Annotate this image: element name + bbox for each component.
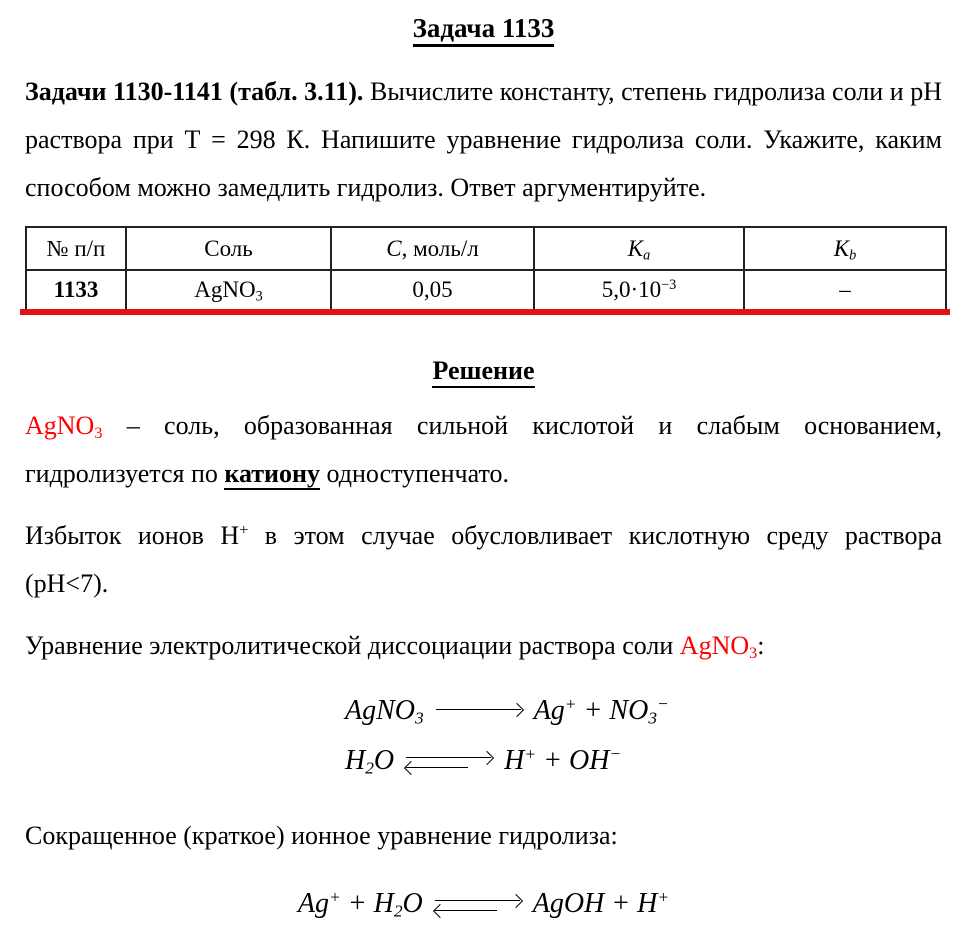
col-header-number: № п/п bbox=[26, 227, 126, 270]
cell-ka: $5,0\cdot 10^{-3}$ bbox=[534, 270, 744, 309]
solution-heading bbox=[25, 355, 942, 387]
table-data-row bbox=[26, 270, 946, 309]
cell-concentration: 0,05 bbox=[331, 270, 534, 309]
conditions-table bbox=[25, 226, 947, 309]
equilibrium-arrows-icon bbox=[406, 750, 492, 776]
cell-salt: AgNO$_3$ bbox=[126, 270, 331, 309]
red-divider-rule bbox=[20, 309, 950, 315]
equilibrium-arrows-icon bbox=[435, 893, 521, 919]
col-header-salt: Соль bbox=[126, 227, 331, 270]
col-header-kb: $K_b$ bbox=[744, 227, 946, 270]
conditions-table-wrap bbox=[25, 226, 942, 315]
forward-arrow-icon bbox=[436, 703, 522, 717]
page-title-text: Задача 1133 bbox=[413, 13, 555, 47]
col-header-concentration: С, моль/л bbox=[331, 227, 534, 270]
cell-number: 1133 bbox=[26, 270, 126, 309]
solution-paragraph-hydrolysis-label: Сокращенное (краткое) ионное уравнение гидролиза: bbox=[25, 821, 618, 850]
equation-dissociation: AgNO$_3$ $Ag^+ + NO_3^-$ bbox=[345, 694, 669, 728]
solution-paragraph-dissociation-label: Уравнение электролитической диссоциации раствора соли AgNO$_3$: bbox=[25, 631, 765, 663]
solution-paragraph-acidity: Избыток ионов H+ в этом случае обусловливает кислотную среду раствора (pH<7). bbox=[25, 521, 943, 598]
page-title bbox=[25, 10, 942, 46]
dissociation-equations-block bbox=[345, 686, 942, 786]
document-page bbox=[0, 10, 967, 926]
cell-kb: – bbox=[744, 270, 946, 309]
solution-paragraph-salt-type: AgNO$_3$ – соль, образованная сильной кислотой и слабым основанием, гидролизуется по катиону одноступенчато. bbox=[25, 411, 942, 488]
equation-hydrolysis-ionic: $Ag^+ + H_2O$ AgOH + H+ bbox=[297, 887, 670, 921]
intro-paragraph: Задачи 1130-1141 (табл. 3.11). Вычислите константу, степень гидролиза соли и pH раствора при Т = 298 К. Напишите уравнение гидролиза соли. Укажите, каким способом можно замедлить гидролиз. Ответ аргументируйте. bbox=[25, 77, 942, 202]
equation-water-autoionization: $H_2O$ H+ + OH− bbox=[345, 744, 622, 778]
col-header-ka: $K_a$ bbox=[534, 227, 744, 270]
solution-heading-text: Решение bbox=[432, 356, 534, 388]
table-header-row bbox=[26, 227, 946, 270]
